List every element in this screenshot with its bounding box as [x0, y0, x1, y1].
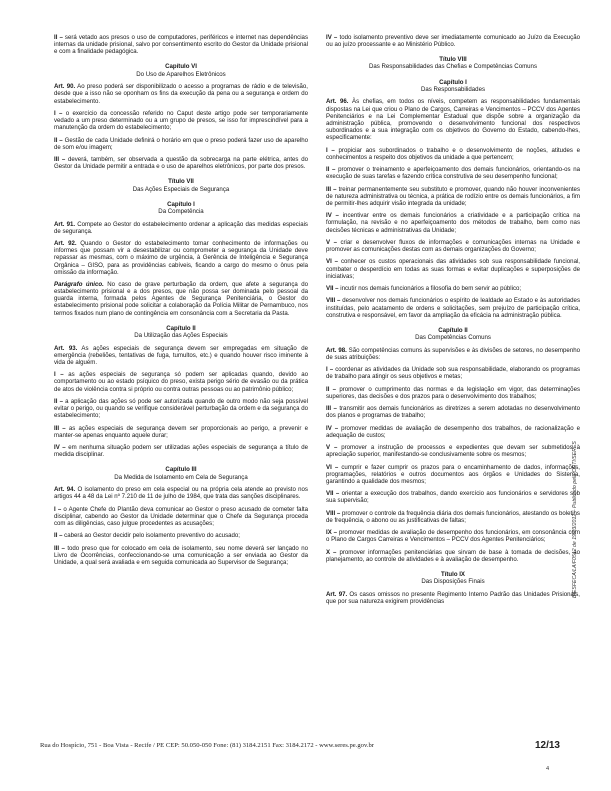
heading-subtitle: Da Utilização das Ações Especiais	[134, 331, 228, 339]
heading-tit8	[326, 56, 580, 70]
heading-title: Capítulo II	[438, 326, 468, 334]
paragraph-ii-computers: II – será vetado aos presos o uso de computadores, periféricos e internet nas dependências internas da unidade prisional, salvo por consentimento escrito do Gestor da Unidade prisional e com a finalidade pedagógica.	[54, 34, 308, 56]
heading-title: Capítulo I	[167, 200, 195, 208]
heading-subtitle: Das Responsabilidades	[420, 85, 486, 93]
heading-subtitle: Das Disposições Finais	[421, 578, 485, 586]
footer-page-indicator: 12/13	[534, 740, 560, 751]
article-94: Art. 94. O isolamento do preso em cela especial ou na própria cela atende ao previsto nos artigos 44 a 48 da Lei nº 7.210 de 11 de julho de 1984, que trata das sanções disciplinares.	[54, 486, 308, 501]
page-footer	[40, 742, 560, 754]
heading-subtitle: Das Ações Especiais de Segurança	[132, 185, 230, 193]
heading-title: Capítulo VI	[165, 63, 197, 71]
article-90-item-i: I – o exercício da concessão referido no Caput deste artigo pode ser temporariamente vedado a um preso determinado ou a um grupo de presos, se isso for imprescindível para a manutenção da ordem do estabelecimento;	[54, 109, 309, 132]
paragrafo-unico: Parágrafo único. No caso de grave perturbação da ordem, que afete a segurança do estabelecimento prisional e a dos presos, que não possa ser dominada pelo pessoal da guarda interna, formada pelos Agentes de Segurança Penitenciária, o Gestor do estabelecimento prisional pode solicitar a colaboração da Polícia Militar de Pernambuco, nos termos fixados num plano de contingência em consonância com a Secretaria da Pasta.	[54, 281, 308, 317]
article-96-item-vii: VII – incutir nos demais funcionários a filosofia do bem servir ao público;	[326, 285, 522, 293]
left-column	[54, 34, 308, 571]
article-98-item-x: X – promover informações penitenciárias que sirvam de base à tomada de decisões, ao planejamento, ao controle de atividades e à avaliação de desempenho.	[326, 548, 580, 563]
article-90: Art. 90. Ao preso poderá ser disponibilizado o acesso a programas de rádio e de televisão, desde que a isso não se oponham os fins da execução da pena ou a segurança e ordem do estabelecimento.	[54, 83, 308, 105]
heading-title: Capítulo III	[165, 466, 197, 474]
article-96-item-iii: III – treinar permanentemente seu substituto e promover, quando não houver inconvenientes de natureza administrativa ou técnica, a prática de rodízio entre os demais funcionários, a fim de permitir-lhes adquirir visão integrada da unidade;	[326, 185, 580, 207]
article-93: Art. 93. As ações especiais de segurança devem ser empregadas em situação de emergência (rebeliões, tentativas de fuga, tumultos, etc.) e quando houver risco iminente à vida de alguém.	[54, 344, 308, 366]
article-90-item-ii: II – Gestão de cada Unidade definirá o horário em que o preso poderá fazer uso de aparelho de som e/ou imagem;	[54, 136, 308, 151]
heading-subtitle: Do Uso de Aparelhos Eletrônicos	[136, 70, 226, 78]
heading-title: Capítulo II	[166, 324, 196, 332]
heading-cap1	[54, 201, 308, 215]
article-96-item-vi: VI – conhecer os custos operacionais das atividades sob sua responsabilidade funcional, combater o desperdício em todas as suas formas e evitar duplicações e superposições de iniciativas;	[326, 258, 580, 280]
article-98-item-ii: II – promover o cumprimento das normas e da legislação em vigor, das determinações superiores, das decisões e dos prazos para o desenvolvimento dos trabalhos;	[326, 385, 581, 400]
heading-cap2	[54, 325, 308, 339]
heading-title: Título IX	[440, 571, 466, 579]
article-96-item-ii: II – promover o treinamento e aperfeiçoamento dos demais funcionários, orientando-os na execução de suas tarefas e fazendo crítica construtiva de seu desempenho funcional;	[326, 166, 580, 181]
heading-title: Título VIII	[439, 56, 467, 64]
article-96-item-iv: IV – incentivar entre os demais funcionários a criatividade e a participação crítica na formulação, na revisão e no aperfeiçoamento dos métodos de trabalho, bem como nas decisões técnicas e administrativas da Unidade;	[326, 212, 580, 234]
article-96-item-viii: VIII – desenvolver nos demais funcionários o espírito de lealdade ao Estado e às autoridades instituídas, pelo acatamento de ordens e solicitações, sem prejuízo de participação crítica, construtiva e responsável, em favor da ampliação da eficácia na administração pública.	[326, 297, 580, 319]
heading-title: Capítulo I	[439, 78, 467, 86]
heading-subtitle: Das Competências Comuns	[415, 334, 491, 341]
article-94-item-i: I – o Agente Chefe do Plantão deva comunicar ao Gestor o preso acusado de cometer falta disciplinar, cabendo ao Gestor da Unidade determinar que o Chefe da Segurança proceda com as diligências, caso julgue procedentes as acusações;	[54, 505, 309, 527]
item-iv-isolamento: IV – todo isolamento preventivo deve ser imediatamente comunicado ao Juízo da Execução ou ao juízo processante e ao Ministério Público.	[326, 34, 580, 49]
article-98-item-viii: VIII – promover o controle da frequência diária dos demais funcionários, atestando os boletins de frequência, o abono ou as justificativas de faltas;	[326, 509, 580, 524]
article-90-item-iii: III – deverá, também, ser observada a questão da sobrecarga na parte elétrica, antes do Gestor da Unidade permitir a entrada e o uso de aparelhos eletrônicos, por parte dos presos.	[54, 156, 308, 171]
article-91: Art. 91. Compete ao Gestor do estabelecimento ordenar a aplicação das medidas especiais de segurança.	[54, 220, 308, 235]
article-98-item-vii: VII – orientar a execução dos trabalhos, dando exercício aos funcionários e servidores sob sua supervisão;	[326, 490, 580, 505]
article-98: Art. 98. São competências comuns às supervisões e às divisões de setores, no desempenho de suas atribuições:	[326, 346, 580, 361]
article-98-item-vi: VI – cumprir e fazer cumprir os prazos para o encaminhamento de dados, informações, programações, relatórios e outros documentos aos órgãos e Unidades do Sistema, garantindo a qualidade dos mesmos;	[326, 463, 580, 485]
article-93-item-iii: III – as ações especiais de segurança devem ser proporcionais ao perigo, a prevenir e manter-se apenas enquanto aquele durar;	[54, 424, 309, 439]
heading-subtitle: Da Competência	[158, 207, 204, 215]
article-97: Art. 97. Os casos omissos no presente Regimento Interno Padrão das Unidades Prisionais, que por sua natureza exigirem providências	[326, 590, 580, 606]
article-94-item-iii: III – todo preso que for colocado em cela de isolamento, seu nome deverá ser lançado no Livro de Ocorrências, confeccionando-se uma comunicação a ser enviada ao Gestor da Unidade, a qual será avaliada e em seguida comunicada ao Supervisor de Segurança;	[54, 544, 308, 566]
article-98-item-iii: III – transmitir aos demais funcionários as diretrizes a serem adotadas no desenvolvimento dos planos e programas de trabalho;	[326, 405, 581, 420]
article-98-item-i: I – coordenar as atividades da Unidade sob sua responsabilidade, elaborando os programas de trabalho para atingir os seus objetivos e metas;	[326, 366, 580, 381]
heading-subtitle: Das Responsabilidades das Chefias e Competências Comuns	[368, 63, 537, 71]
article-96-item-i: I – propiciar aos subordinados o trabalho e o desenvolvimento de noções, atitudes e conhecimentos a respeito dos objetivos da unidade a que pertencem;	[326, 146, 581, 161]
article-98-item-v: V – promover a instrução de processos e expedientes que devam ser submetidos à apreciação superior, manifestando-se conclusivamente sobre os mesmos;	[326, 444, 580, 459]
right-column	[326, 34, 580, 610]
heading-subtitle: Da Medida de Isolamento em Cela de Segurança	[114, 473, 248, 481]
heading-title: Título VII	[168, 178, 194, 186]
heading-cap6	[54, 63, 308, 77]
heading-tit7	[54, 178, 308, 192]
article-93-item-ii: II – a aplicação das ações só pode ser autorizada quando de outro modo não seja possível evitar o perigo, ou quando se verifique considerável perturbação da ordem e da segurança do estabelecimento;	[54, 397, 309, 420]
article-98-item-iv: IV – promover medidas de avaliação de desempenho dos trabalhos, de racionalização e adequação de custos;	[326, 424, 580, 439]
footer-address: Rua do Hospício, 751 - Boa Vista - Recife / PE CEP: 50.050-050 Fone: (81) 3184.2151 Fax: 3184.2172 - www.seres.pe.gov.br	[40, 742, 374, 749]
heading-cap2-right	[326, 327, 580, 341]
article-93-item-i: I – as ações especiais de segurança só podem ser aplicadas quando, devido ao comportamento ou ao estado psíquico do preso, exista perigo sério de evasão ou da prática de atos de violência contra si próprio ou contra outras pessoas ou ao patrimônio público;	[54, 371, 308, 393]
heading-tit9	[326, 571, 580, 585]
article-92: Art. 92. Quando o Gestor do estabelecimento tomar conhecimento de informações ou informes que possam vir a desestabilizar ou comprometer a segurança da Unidade deve repassar as mesmas, com o máximo de urgência, à Gerência de Inteligência e Segurança Orgânica – GISO, para as providências cabíveis, ficando a cargo do mesmo o ônus pela omissão da informação.	[54, 240, 308, 276]
article-98-item-ix: IX – promover medidas de avaliação de desempenho dos funcionários, em consonância com o Plano de Cargos Carreiras e Vencimentos – PCCV dos Agentes Penitenciários;	[326, 529, 580, 544]
heading-cap1-right	[326, 79, 580, 93]
article-93-item-iv: IV – em nenhuma situação podem ser utilizadas ações especiais de segurança a título de medida disciplinar.	[54, 444, 308, 459]
article-94-item-ii: II – caberá ao Gestor decidir pelo isolamento preventivo do acusado;	[54, 532, 240, 540]
article-96-item-v: V – criar e desenvolver fluxos de informações e comunicações internas na Unidade e promover as comunicações destas com as demais organizações do Governo;	[326, 238, 580, 254]
heading-cap3	[54, 466, 308, 480]
article-96: Art. 96. Às chefias, em todos os níveis, competem as responsabilidades fundamentais dispostas na Lei que criou o Plano de Cargos, Carreiras e Vencimentos – PCCV dos Agentes Penitenciários e na Lei Complementar Estadual que dispõe sobre a organização da administração pública, promovendo o desenvolvimento funcional dos respectivos subordinados e a sua integração com os objetivos do Governo do Estado, cabendo-lhes, especificamente:	[326, 98, 580, 142]
side-publication-note: BIESFECA/LA/F0512 de 19/03/2012 – Publicado pela CGTI/SERES	[572, 441, 578, 598]
page-number: 4	[546, 766, 550, 772]
